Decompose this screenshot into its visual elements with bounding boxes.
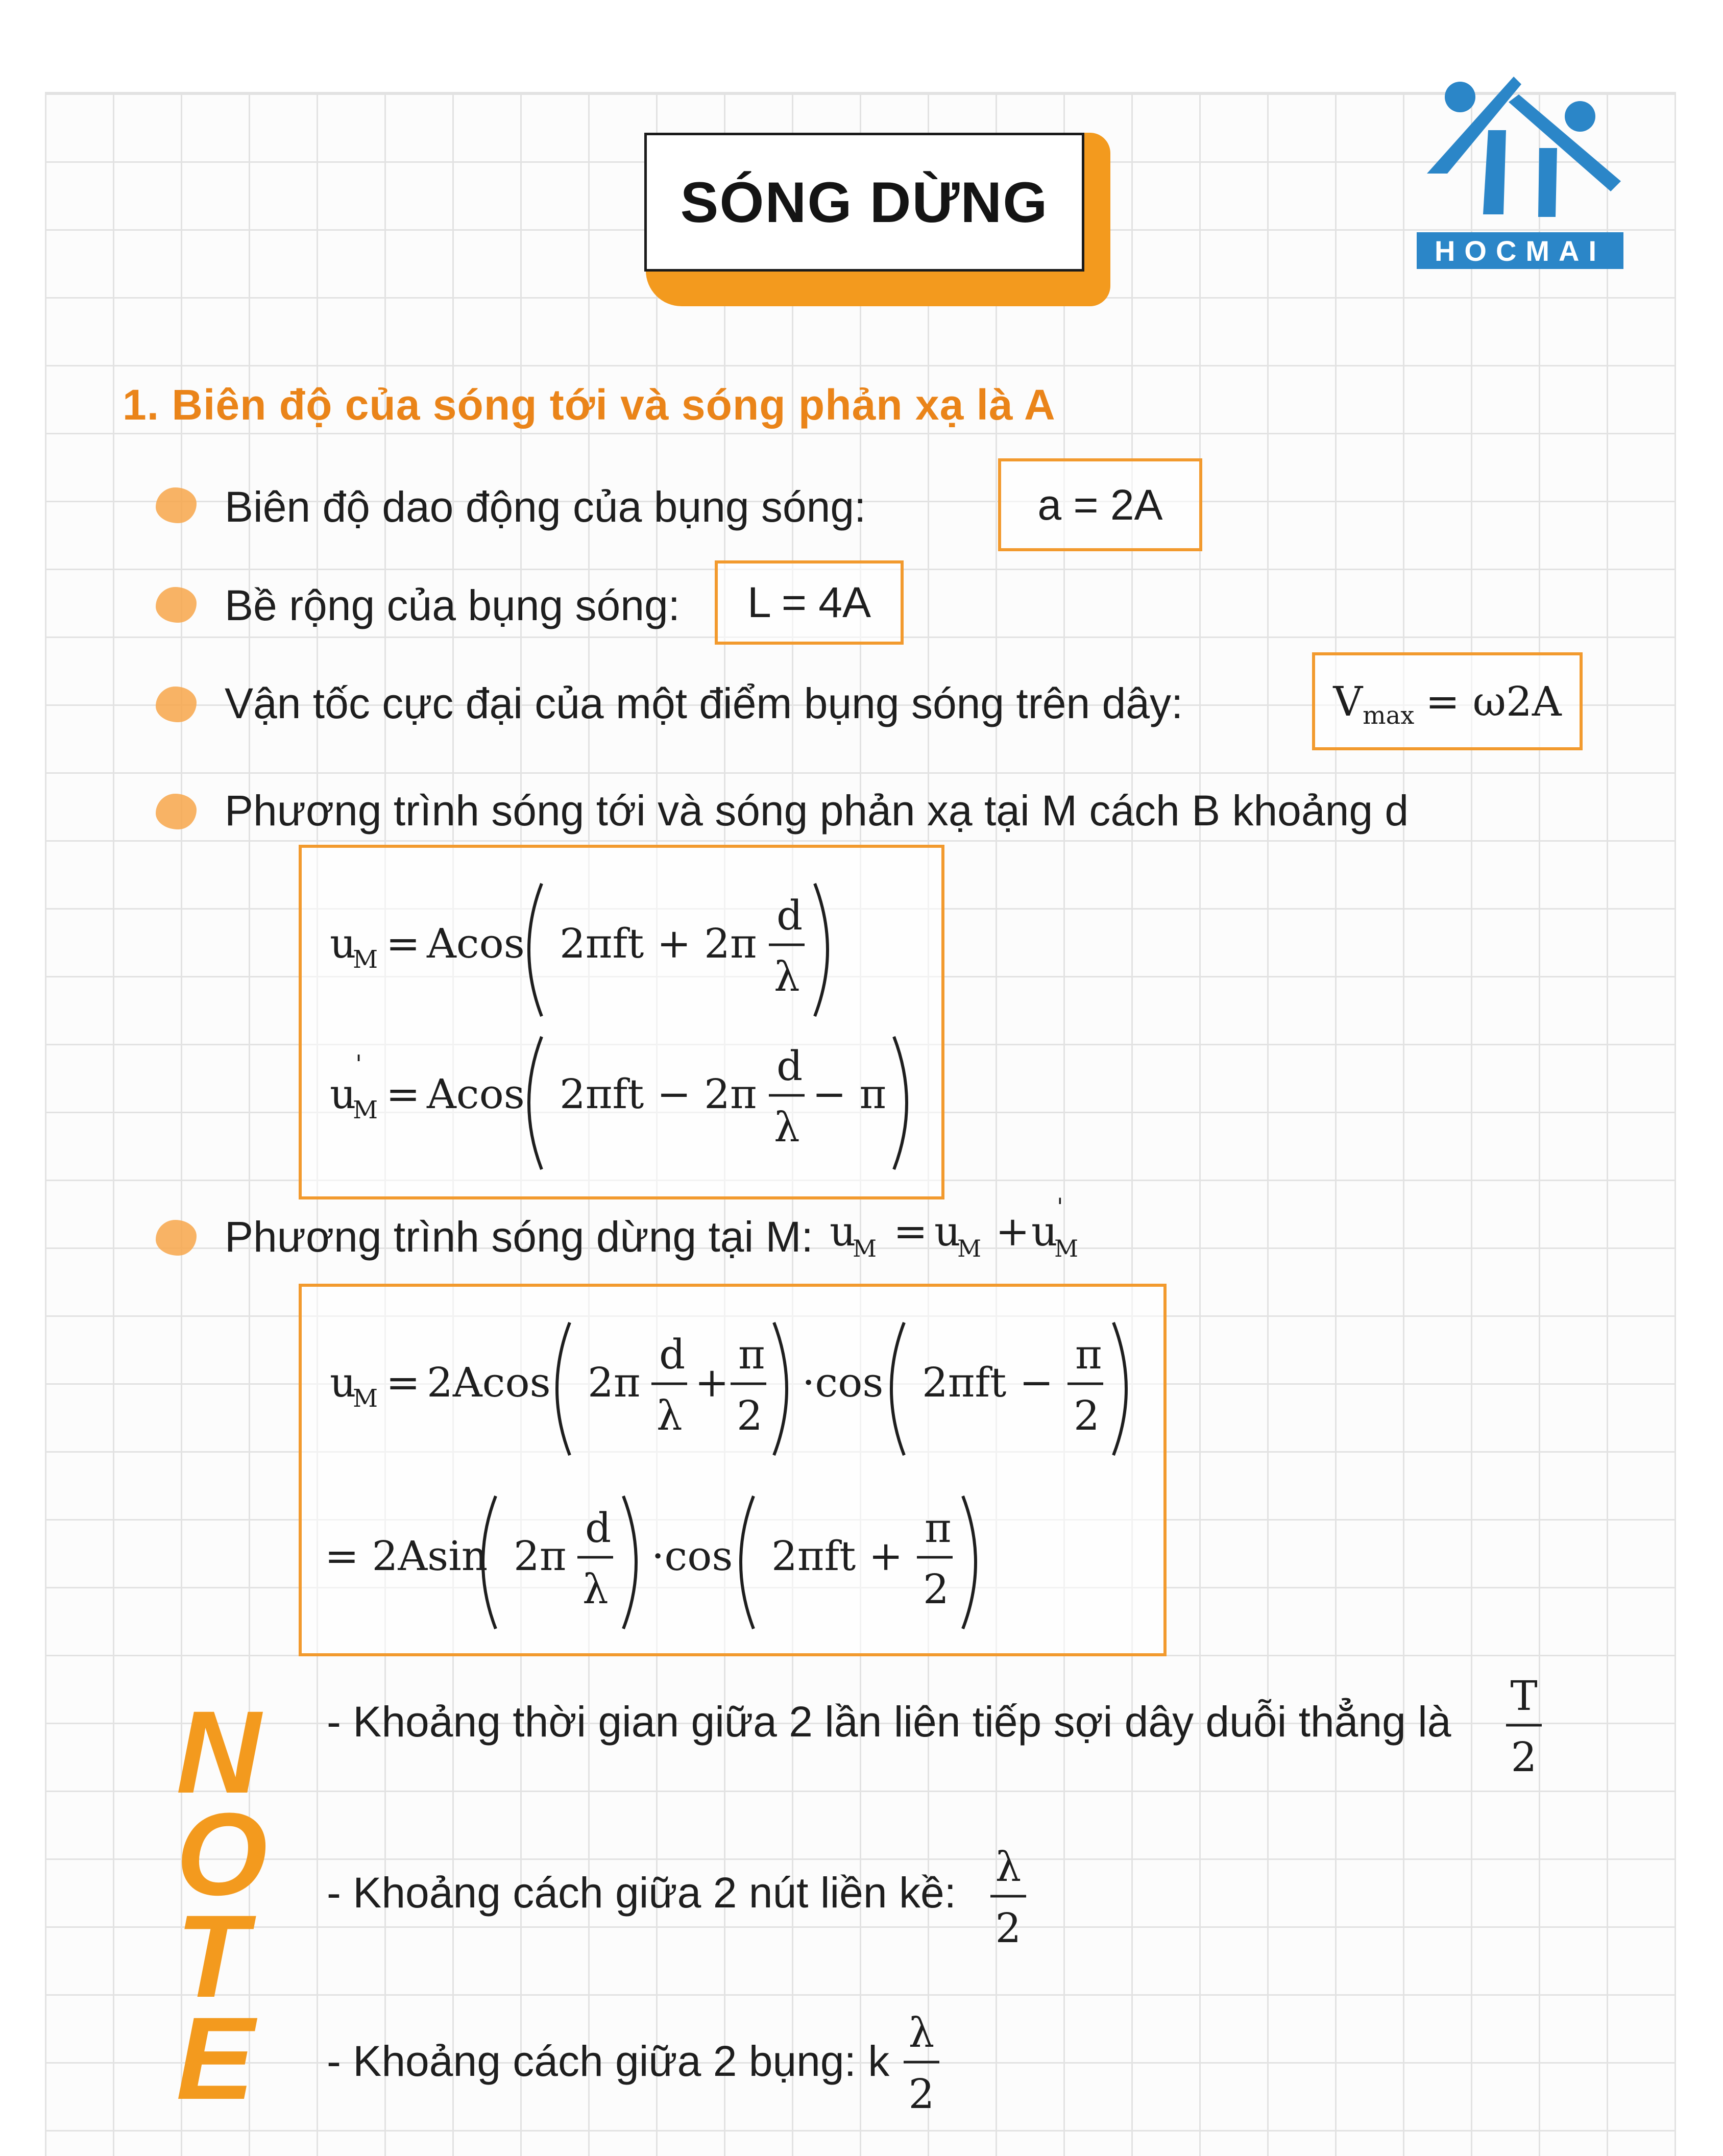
svg-text:+: + (996, 1208, 1030, 1255)
svg-text:M: M (1054, 1235, 1079, 1262)
bullet-icon (156, 1220, 197, 1256)
svg-text:u: u (934, 1208, 961, 1255)
svg-text:2πft −: 2πft − (922, 1359, 1054, 1406)
vmax-value: = ω2A (1425, 677, 1562, 725)
equation-box-2 (299, 1284, 1167, 1656)
logo-text: HOCMAI (1417, 232, 1623, 269)
svg-text:2: 2 (1074, 1392, 1100, 1439)
bullet-text-4: Phương trình sóng tới và sóng phản xạ tại M cách B khoảng d (225, 787, 1409, 835)
eq1-text (0, 0, 1, 1)
svg-text:·cos: ·cos (802, 1359, 884, 1406)
svg-text:= 2Asin: = 2Asin (325, 1532, 488, 1580)
fraction-t-over-2 (1501, 1661, 1547, 1794)
svg-text:d: d (585, 1504, 612, 1552)
svg-text:λ: λ (774, 953, 800, 1000)
bullet-icon (156, 587, 197, 623)
equations-standing-wave (302, 1287, 1164, 1654)
svg-text:2πft + 2π: 2πft + 2π (560, 920, 757, 967)
svg-text:π: π (1075, 1331, 1102, 1378)
svg-text:2: 2 (737, 1392, 763, 1439)
fraction-denominator: 2 (908, 2070, 935, 2118)
fraction-lambda-over-2-k (899, 1998, 944, 2131)
fraction-lambda-over-2 (985, 1832, 1031, 1965)
note-letter-e: E (176, 1993, 255, 2124)
vmax-symbol: V (1333, 677, 1363, 725)
svg-text:2: 2 (923, 1565, 949, 1613)
vmax-subscript: max (1363, 701, 1415, 730)
formula-box-1: a = 2A (998, 458, 1202, 551)
svg-text:Acos: Acos (427, 1070, 525, 1118)
svg-text:d: d (659, 1331, 686, 1378)
bullet-icon (156, 687, 197, 722)
svg-text:λ: λ (583, 1565, 609, 1613)
svg-text:d: d (776, 892, 803, 939)
fraction-denominator: 2 (1511, 1733, 1537, 1781)
bullet-text-3: Vận tốc cực đại của một điểm bụng sóng trên dây: (225, 679, 1183, 727)
svg-text:u: u (330, 920, 356, 967)
note-line-3: - Khoảng cách giữa 2 bụng: k (327, 2037, 890, 2085)
note-line-1: - Khoảng thời gian giữa 2 lần liên tiếp sợi dây duỗi thẳng là (327, 1698, 1451, 1746)
svg-text:+: + (695, 1359, 730, 1406)
svg-text:=: = (386, 920, 421, 967)
svg-text:u: u (830, 1208, 856, 1255)
svg-text:2Acos: 2Acos (427, 1359, 551, 1406)
svg-text:M: M (353, 1384, 378, 1413)
svg-text:2π: 2π (514, 1532, 567, 1580)
bullet-text-5: Phương trình sóng dừng tại M: (225, 1213, 813, 1261)
svg-text:': ' (1057, 1194, 1063, 1220)
svg-text:=: = (386, 1070, 421, 1118)
note-letter-o: O (176, 1788, 268, 1920)
equation-box-1 (299, 845, 944, 1199)
bullet-icon (156, 487, 197, 523)
standing-wave-sum-formula (827, 1194, 1113, 1276)
svg-text:': ' (355, 1050, 362, 1079)
svg-text:π: π (925, 1504, 952, 1552)
formula-box-2: L = 4A (715, 560, 904, 645)
formula-box-3 (1312, 652, 1583, 750)
svg-text:M: M (957, 1235, 982, 1262)
fraction-numerator: T (1510, 1672, 1538, 1720)
svg-text:2πft − 2π: 2πft − 2π (560, 1070, 757, 1118)
bullet-text-1: Biên độ dao động của bụng sóng: (225, 483, 866, 531)
svg-text:u: u (1031, 1208, 1058, 1255)
svg-text:π: π (738, 1331, 765, 1378)
bullet-icon (156, 794, 197, 829)
svg-text:M: M (853, 1235, 877, 1262)
fraction-numerator: λ (995, 1843, 1022, 1891)
svg-text:=: = (386, 1359, 421, 1406)
section-heading: 1. Biên độ của sóng tới và sóng phản xạ là A (123, 381, 1056, 429)
svg-text:2πft +: 2πft + (771, 1532, 903, 1580)
svg-text:u: u (330, 1359, 356, 1406)
page-title: SÓNG DỪNG (644, 133, 1084, 272)
svg-text:λ: λ (657, 1392, 683, 1439)
svg-text:d: d (776, 1042, 803, 1090)
fraction-numerator: λ (908, 2009, 935, 2056)
note-letter-n: N (176, 1686, 261, 1818)
note-letter-t: T (176, 1891, 248, 2022)
svg-text:Acos: Acos (427, 920, 525, 967)
note-line-2: - Khoảng cách giữa 2 nút liền kề: (327, 1869, 957, 1917)
equations-incident-reflected (302, 848, 942, 1197)
svg-text:− π: − π (812, 1070, 887, 1118)
svg-text:M: M (353, 1096, 378, 1124)
fraction-denominator: 2 (995, 1904, 1022, 1952)
svg-text:u: u (330, 1070, 356, 1118)
svg-text:·cos: ·cos (651, 1532, 733, 1580)
svg-text:M: M (353, 945, 378, 974)
svg-text:λ: λ (774, 1104, 800, 1151)
svg-text:2π: 2π (588, 1359, 641, 1406)
bullet-text-2: Bề rộng của bụng sóng: (225, 581, 681, 629)
svg-text:=: = (893, 1208, 928, 1255)
